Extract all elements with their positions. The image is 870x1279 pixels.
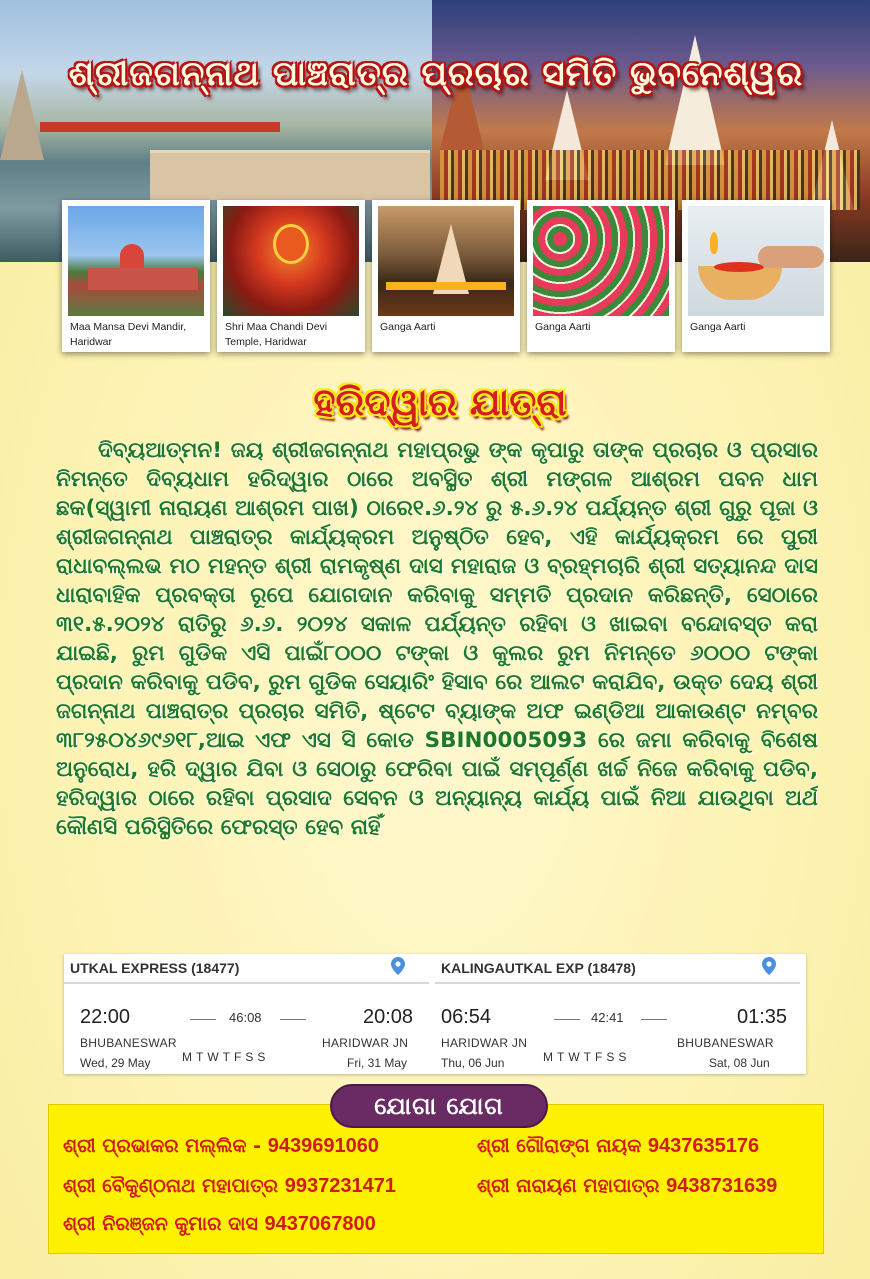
arrive-time: 01:35 bbox=[737, 1006, 788, 1028]
ganga-aarti-photo bbox=[533, 206, 669, 316]
contact-phone[interactable]: 9438731639 bbox=[666, 1175, 778, 1197]
duration-line bbox=[641, 1019, 667, 1020]
photo-card bbox=[217, 200, 365, 352]
photo-caption: Shri Maa Chandi Devi Temple, Haridwar bbox=[225, 321, 328, 348]
contact-entry bbox=[63, 1135, 379, 1158]
photo-card bbox=[372, 200, 520, 352]
duration-line bbox=[190, 1019, 216, 1020]
photo-caption: Ganga Aarti bbox=[690, 321, 746, 333]
travel-duration: 42:41 bbox=[591, 1010, 624, 1025]
to-station: HARIDWAR JN bbox=[322, 1036, 409, 1050]
arrive-time: 20:08 bbox=[363, 1006, 414, 1028]
contact-name: ଶ୍ରୀ ନାରାୟଣ ମହାପାତ୍ର bbox=[477, 1175, 660, 1197]
from-station: HARIDWAR JN bbox=[441, 1036, 528, 1050]
photo-caption: Maa Mansa Devi Mandir, Haridwar bbox=[70, 321, 187, 348]
yatra-heading bbox=[270, 368, 610, 436]
photo-card-row bbox=[62, 200, 832, 352]
photo-card bbox=[682, 200, 830, 352]
contact-entry bbox=[477, 1135, 759, 1158]
from-station: BHUBANESWAR bbox=[80, 1036, 177, 1050]
photo-card bbox=[62, 200, 210, 352]
ganga-aarti-photo bbox=[688, 206, 824, 316]
divider bbox=[64, 982, 429, 984]
arrive-date: Sat, 08 Jun bbox=[709, 1056, 770, 1070]
photo-card bbox=[527, 200, 675, 352]
train-card-outbound bbox=[64, 954, 435, 1074]
contact-phone[interactable]: 9437067800 bbox=[264, 1213, 376, 1235]
bridge bbox=[40, 122, 280, 132]
contact-entry bbox=[63, 1213, 376, 1236]
mansa-devi-photo bbox=[68, 206, 204, 316]
ghat-steps bbox=[150, 150, 430, 200]
divider bbox=[435, 982, 800, 984]
contact-name: ଶ୍ରୀ ପ୍ରଭାକର ମଲ୍ଲିକ - bbox=[63, 1135, 262, 1157]
contact-entry bbox=[477, 1175, 777, 1198]
organisation-title-band bbox=[18, 38, 854, 110]
contact-name: ଶ୍ରୀ ନିରଞ୍ଜନ କୁମାର ଦାସ bbox=[63, 1213, 258, 1235]
yatra-heading-text: ହରିଦ୍ୱାର ଯାତ୍ରା bbox=[313, 379, 567, 424]
run-days: MTWTFSS bbox=[543, 1050, 631, 1064]
contact-phone[interactable]: 9439691060 bbox=[267, 1135, 379, 1157]
contact-label: ଯୋଗା ଯୋଗ bbox=[374, 1092, 504, 1120]
arrive-date: Fri, 31 May bbox=[347, 1056, 408, 1070]
train-schedule-panel bbox=[64, 954, 806, 1074]
contact-phone[interactable]: 9937231471 bbox=[284, 1175, 396, 1197]
train-card-return bbox=[435, 954, 806, 1074]
contact-name: ଶ୍ରୀ ଗୌରାଙ୍ଗ ନାୟକ bbox=[477, 1135, 642, 1157]
announcement-paragraph: ଦିବ୍ୟଆତ୍ମନ! ଜୟ ଶ୍ରୀଜଗନ୍ନାଥ ମହାପ୍ରଭୁ ଙ୍କ କୃପାରୁ ତାଙ୍କ ପ୍ରଚାର ଓ ପ୍ରସାର ନିମନ୍ତେ ଦିବ୍ୟଧାମ ହରିଦ୍ୱାର ଠାରେ ଅବସ୍ଥିତ ଶ୍ରୀ ମଙ୍ଗଳ ଆଶ୍ରମ ପବନ ଧାମ ଛକ(ସ୍ୱାମୀ ନାରାୟଣ ଆଶ୍ରମ ପାଖ) ଠାରେ୧.୬.୨୪ ରୁ ୫.୬.୨୪ ପର୍ଯ୍ୟନ୍ତ ଶ୍ରୀ ଗୁରୁ ପୂଜା ଓ ଶ୍ରୀଜଗନ୍ନାଥ ପାଞ୍ଚରାତ୍ର କାର୍ଯ୍ୟକ୍ରମ ଅନୁଷ୍ଠିତ ହେବ, ଏହି କାର୍ଯ୍ୟକ୍ରମ ରେ ପୁରୀ ରାଧାବଲ୍ଲଭ ମଠ ମହନ୍ତ ଶ୍ରୀ ରାମକୃଷ୍ଣ ଦାସ ମହାରାଜ ଓ ବ୍ରହ୍ମଚାରି ଶ୍ରୀ ସତ୍ୟାନନ୍ଦ ଦାସ ଧାରାବାହିକ ପ୍ରବକ୍ତା ରୂପେ ଯୋଗଦାନ କରିବାକୁ ସମ୍ମତି ପ୍ରଦାନ କରିଛନ୍ତି, ସେଠାରେ ୩୧.୫.୨୦୨୪ ରାତିରୁ ୬.୬. ୨୦୨୪ ସକାଳ ପର୍ଯ୍ୟନ୍ତ ରହିବା ଓ ଖାଇବା ବନ୍ଦୋବସ୍ତ କରା ଯାଇଛି, ରୁମ ଗୁଡିକ ଏସି ପାଇଁ୮୦୦୦ ଟଙ୍କା ଓ କୁଲର ରୁମ ନିମନ୍ତେ ୬୦୦୦ ଟଙ୍କା ପ୍ରଦାନ କରିବାକୁ ପଡିବ, ରୁମ ଗୁଡିକ ସେୟାରିଂ ହିସାବ ରେ ଆଲଟ କରାଯିବ, ଉକ୍ତ ଦେୟ ଶ୍ରୀ ଜଗନ୍ନାଥ ପାଞ୍ଚରାତ୍ର ପ୍ରଚାର ସମିତି, ଷ୍ଟେଟ ବ୍ୟାଙ୍କ ଅଫ ଇଣ୍ଡିଆ ଆକାଉଣ୍ଟ ନମ୍ବର ୩୮୨୫୦୪୬୯୬୧୮,ଆଇ ଏଫ ଏସ ସି କୋଡ SBIN0005093 ରେ ଜମା କରିବାକୁ ବିଶେଷ ଅନୁରୋଧ, ହରି ଦ୍ୱାର ଯିବା ଓ ସେଠାରୁ ଫେରିବା ପାଇଁ ସମ୍ପୂର୍ଣ୍ଣ ଖର୍ଚ୍ଚ ନିଜେ କରିବାକୁ ପଡିବ, ହରିଦ୍ୱାର ଠାରେ ରହିବା ପ୍ରସାଦ ସେବନ ଓ ଅନ୍ୟାନ୍ୟ କାର୍ଯ୍ୟ ପାଇଁ ନିଆ ଯାଉଥିବା ଅର୍ଥ କୌଣସି ପରିସ୍ଥିତିରେ ଫେରସ୍ତ ହେବ ନାହିଁ bbox=[56, 438, 818, 840]
photo-caption: Ganga Aarti bbox=[535, 321, 591, 333]
run-days: MTWTFSS bbox=[182, 1050, 270, 1064]
contact-name: ଶ୍ରୀ ବୈକୁଣ୍ଠନାଥ ମହାପାତ୍ର bbox=[63, 1175, 279, 1197]
travel-duration: 46:08 bbox=[229, 1010, 262, 1025]
chandi-devi-photo bbox=[223, 206, 359, 316]
contact-label-badge bbox=[330, 1084, 548, 1128]
train-name: KALINGAUTKAL EXP (18478) bbox=[441, 960, 636, 976]
depart-time: 22:00 bbox=[80, 1006, 131, 1028]
location-pin-icon[interactable] bbox=[762, 957, 776, 975]
contact-phone[interactable]: 9437635176 bbox=[647, 1135, 760, 1157]
to-station: BHUBANESWAR bbox=[677, 1036, 774, 1050]
location-pin-icon[interactable] bbox=[391, 957, 405, 975]
depart-time: 06:54 bbox=[441, 1006, 492, 1028]
depart-date: Thu, 06 Jun bbox=[441, 1056, 505, 1070]
duration-line bbox=[554, 1019, 580, 1020]
photo-caption: Ganga Aarti bbox=[380, 321, 436, 333]
depart-date: Wed, 29 May bbox=[80, 1056, 151, 1070]
ganga-aarti-photo bbox=[378, 206, 514, 316]
duration-line bbox=[280, 1019, 306, 1020]
organisation-title: ଶ୍ରୀଜଗନ୍ନାଥ ପାଞ୍ଚରାତ୍ର ପ୍ରଚାର ସମିତି ଭୁବନେଶ୍ୱର bbox=[68, 54, 804, 94]
train-name: UTKAL EXPRESS (18477) bbox=[70, 960, 240, 976]
contact-entry bbox=[63, 1175, 396, 1198]
